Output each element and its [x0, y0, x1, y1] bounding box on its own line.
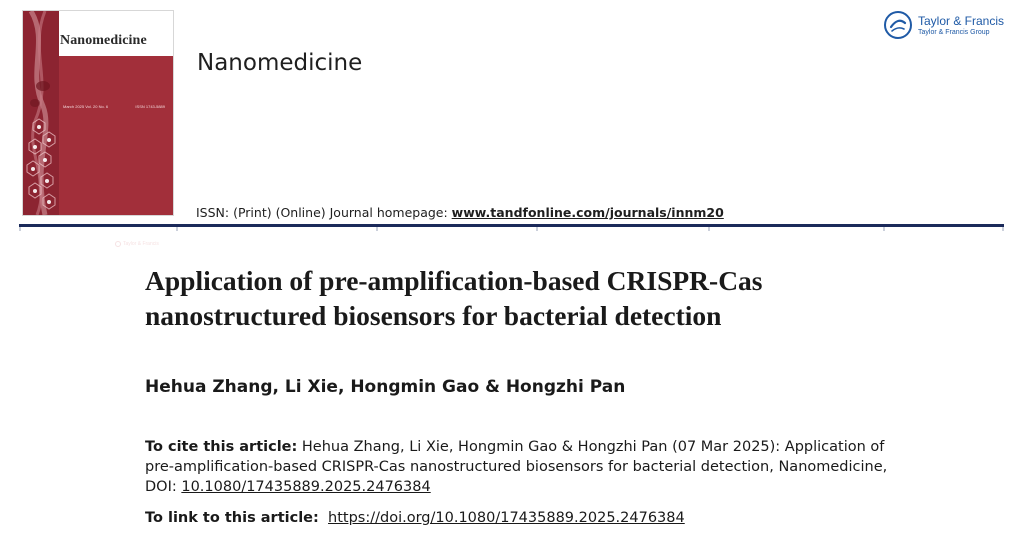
cover-publisher: [115, 241, 159, 247]
cover-title: Nanomedicine: [60, 33, 147, 48]
journal-name: Nanomedicine: [197, 50, 363, 76]
cite-text: Hehua Zhang, Li Xie, Hongmin Gao & Hongzhi Pan (07 Mar 2025): Application of pre-amplification-based CRISPR-Cas nanostructured biosensors for bacterial detection, Nanomedicine, DOI:: [145, 439, 888, 495]
header-divider-ticks: [19, 227, 1004, 231]
article-title: Application of pre-amplification-based CRISPR-Cas nanostructured biosensors for bacterial detection: [145, 265, 763, 331]
journal-homepage-link[interactable]: www.tandfonline.com/journals/innm20: [451, 205, 724, 220]
publisher-logo: [883, 10, 1004, 40]
cover-artwork-strip: [23, 11, 59, 215]
cover-publisher-name: Taylor & Francis: [123, 241, 159, 247]
cover-issue-line: March 2025 Vol. 20 No. 6: [63, 104, 109, 109]
citation-block: [145, 437, 905, 497]
cite-label: To cite this article:: [145, 439, 298, 455]
issn-homepage-line: [196, 205, 724, 220]
doi-link[interactable]: 10.1080/17435889.2025.2476384: [181, 479, 431, 495]
publisher-group: Taylor & Francis Group: [918, 28, 990, 36]
article-link-line: [145, 510, 685, 526]
publisher-name: Taylor & Francis: [918, 13, 1005, 28]
article-authors: Hehua Zhang, Li Xie, Hongmin Gao & Hongzhi Pan: [145, 377, 626, 397]
taylor-francis-logo-icon: [883, 10, 913, 40]
link-label: To link to this article:: [145, 510, 319, 526]
cover-issn: ISSN 1743-5889: [135, 104, 165, 109]
article-url-link[interactable]: https://doi.org/10.1080/17435889.2025.2476384: [328, 510, 685, 526]
issn-text: ISSN: (Print) (Online) Journal homepage:: [196, 205, 452, 220]
cover-publisher-logo-icon: [115, 241, 121, 247]
journal-cover: [22, 10, 174, 247]
